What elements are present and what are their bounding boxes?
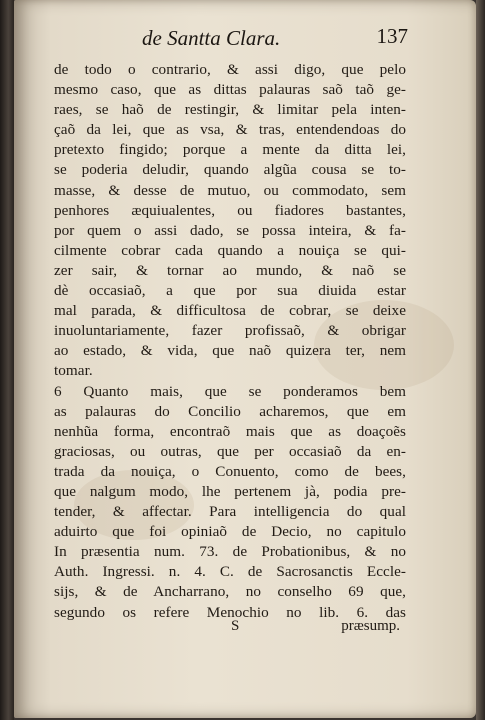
text-line: aduirto que foi opiniaõ de Decio, no capitulo <box>54 523 406 541</box>
text-line: masse, & desse de mutuo, ou commodato, sem <box>54 181 406 199</box>
text-line: sijs, & de Ancharrano, no conselho 69 que, <box>54 583 406 601</box>
book-page <box>14 0 476 718</box>
text-line: segundo os refere Menochio no lib. 6. das <box>54 603 406 621</box>
text-line: nenhũa forma, encontraõ mais que as doaçoẽs <box>54 422 406 440</box>
text-line: se poderia deludir, quando algũa cousa se to- <box>54 161 406 179</box>
page-header <box>132 26 412 56</box>
body-text <box>54 60 406 623</box>
text-line: inuoluntariamente, fazer profissaõ, & obrigar <box>54 322 406 340</box>
signature-mark: S <box>231 618 240 634</box>
running-head: de Santta Clara. <box>142 26 281 50</box>
book-spine-shadow <box>0 0 14 720</box>
text-line: zer sair, & tornar ao mundo, & naõ se <box>54 261 406 279</box>
text-line: que nalgum modo, lhe pertenem jà, podia pre- <box>54 482 406 500</box>
text-line: cilmente cobrar cada quando a nouiça se qui- <box>54 241 406 259</box>
text-line: mal parada, & difficultosa de cobrar, se deixe <box>54 302 406 320</box>
text-line: por quem o assi dado, se possa inteira, & fa- <box>54 221 406 239</box>
text-line: ao estado, & vida, que naõ quizera ter, nem <box>54 342 406 360</box>
text-line: penhores æquiualentes, ou fiadores bastantes, <box>54 201 406 219</box>
text-line: pretexto fingido; porque a mente da ditta lei, <box>54 141 406 159</box>
text-line: mesmo caso, que as dittas palauras saõ taõ ge- <box>54 81 406 99</box>
text-line: de todo o contrario, & assi digo, que pelo <box>54 61 406 78</box>
text-line: çaõ da lei, que as vsa, & tras, entendendoas do <box>54 121 406 139</box>
text-line: Auth. Ingressi. n. 4. C. de Sacrosanctis Eccle- <box>54 563 406 581</box>
page-footer <box>54 618 406 638</box>
text-line: graciosas, ou outras, que per occasiaõ da en- <box>54 442 406 460</box>
text-line: tender, & affectar. Para intelligencia do qual <box>54 503 406 521</box>
text-line: trada da nouiça, o Conuento, como de bees, <box>54 462 406 480</box>
text-line: In præsentia num. 73. de Probationibus, & no <box>54 543 406 561</box>
catchword: præsump. <box>341 618 400 634</box>
text-line: as palauras do Concilio acharemos, que em <box>54 402 406 420</box>
text-line: tomar. <box>54 362 93 380</box>
text-line: raes, se haõ de restingir, & limitar pela inten- <box>54 101 406 119</box>
text-line: 6 Quanto mais, que se ponderamos bem <box>54 382 406 400</box>
page-number: 137 <box>376 24 408 48</box>
text-line: dè occasiaõ, a que por sua diuida estar <box>54 282 406 300</box>
page-edge-shadow <box>476 0 485 720</box>
